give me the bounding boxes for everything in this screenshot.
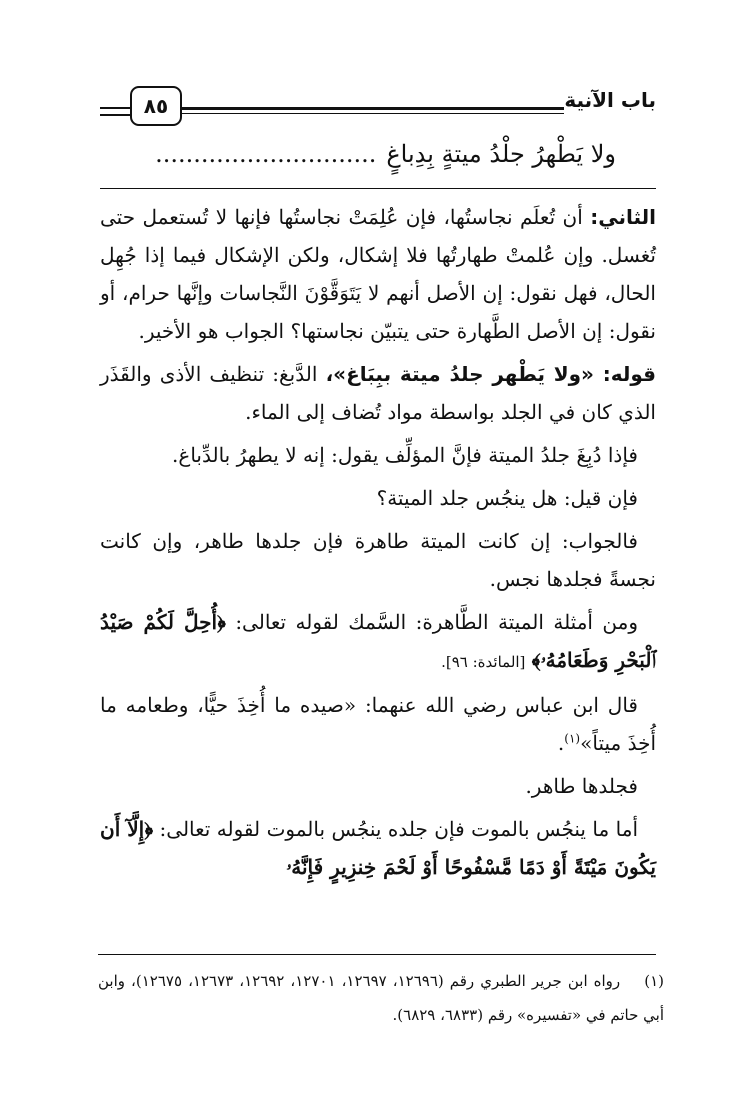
chapter-title: باب الآنية [564,88,656,112]
running-header [100,86,656,126]
paragraph-text: أما ما ينجُس بالموت فإن جلده ينجُس بالموت لقوله تعالى: [159,817,639,841]
paragraph-text: أن تُعلَم نجاستُها، فإن عُلِمَتْ نجاستُها فإنها لا تُستعمل حتى تُغسل. وإن عُلمتْ طهارتُها فلا إشكال، ولكن الإشكال فيما إذا جُهِل الحال، فهل نقول: إن الأصل أنهم لا يَتَوَقَّوْنَ النَّجاسات وإنَّها حرام، أو نقول: إن الأصل الطَّهارة حتى يتبيّن نجاستها؟ الجواب هو الأخير. [100,205,656,343]
quran-verse: ﴿أُحِلَّ لَكُمْ صَيْدُ ٱلْبَحْرِ وَطَعَامُهُۥ﴾ [100,610,656,672]
paragraph-4: فإن قيل: هل ينجُس جلد الميتة؟ [376,486,638,510]
paragraph-6 [100,603,656,681]
matn-heading [96,140,616,168]
paragraph-8: فجلدها طاهر. [525,774,638,798]
header-rule-thick [178,107,564,110]
page-number: ٨٥ [143,94,169,118]
paragraph-text: الدَّبغ: تنظيف الأذى والقَذَر الذي كان في الجلد بواسطة مواد تُضاف إلى الماء. [100,362,656,424]
verse-reference: [المائدة: ٩٦]. [441,653,526,671]
paragraph-2 [100,355,656,431]
footnote-number: (١) [644,972,664,990]
paragraph-5: فالجواب: إن كانت الميتة طاهرة فإن جلدها طاهر، وإن كانت نجسةً فجلدها نجس. [100,529,656,591]
page-number-box [130,86,182,126]
paragraph-1 [100,198,656,350]
header-rule-thin [178,113,564,114]
paragraph-9 [100,810,656,886]
quran-verse: ﴿إِلَّآ أَن يَكُونَ مَيْتَةً أَوْ دَمًا مَّسْفُوحًا أَوْ لَحْمَ خِنزِيرٍ فَإِنَّهُۥ [100,817,656,879]
matn-rule [100,188,656,189]
header-rule-left [100,107,130,116]
footnote-text: رواه ابن جرير الطبري رقم (١٢٦٩٦، ١٢٦٩٧، ١٢٧٠١، ١٢٦٩٢، ١٢٦٧٣، ١٢٦٧٥)، وابن أبي حاتم في «تفسيره» رقم (٦٨٣٣، ٦٨٢٩). [98,972,664,1024]
footnote-rule [98,954,656,955]
matn-dots: ............................. [155,140,377,168]
paragraph-3: فإذا دُبِغَ جلدُ الميتة فإنَّ المؤلِّف يقول: إنه لا يطهرُ بالدِّباغ. [172,443,638,467]
matn-text: ولا يَطْهرُ جلْدُ ميتةٍ بِدِباغٍ [386,140,616,168]
paragraph-text: قال ابن عباس رضي الله عنهما: «صيده ما أُخِذَ حيًّا، وطعامه ما أُخِذَ ميتاً» [100,693,656,755]
commentary-body [100,198,656,891]
paragraph-end: . [557,731,565,755]
footnote-marker[interactable]: (١) [564,731,581,746]
paragraph-label: قوله: «ولا يَطْهر جلدُ ميتة ببِبَاغ»، [325,362,656,386]
paragraph-text: ومن أمثلة الميتة الطَّاهرة: السَّمك لقوله تعالى: [235,610,638,634]
footnote [98,964,664,1032]
paragraph-label: الثاني: [590,205,657,229]
paragraph-7 [100,686,656,762]
